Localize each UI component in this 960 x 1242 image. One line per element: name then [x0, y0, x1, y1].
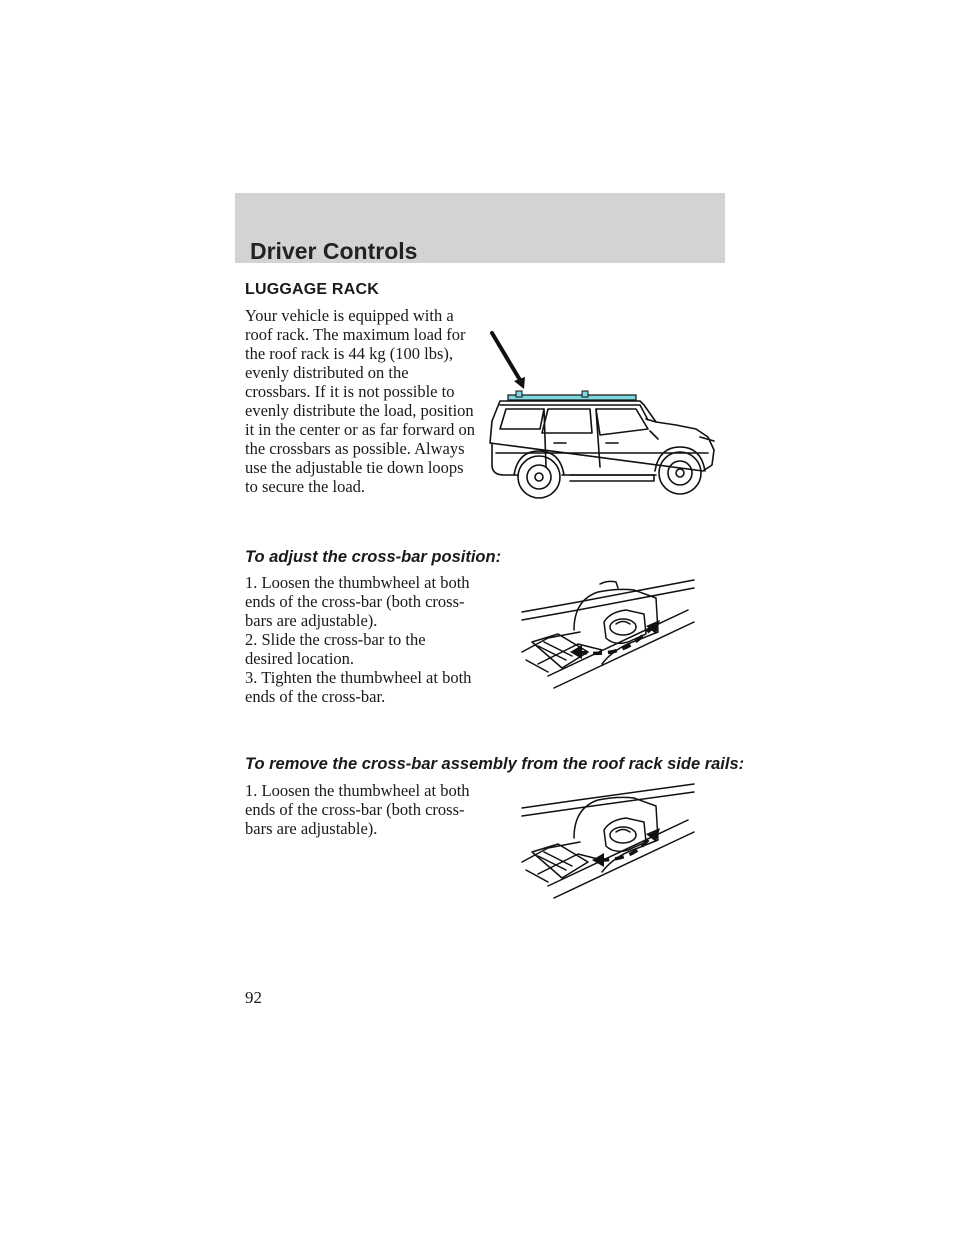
adjust-crossbar-heading: To adjust the cross-bar position:	[245, 548, 502, 566]
curved-arrow-icon	[570, 620, 660, 659]
page-number: 92	[245, 988, 262, 1007]
luggage-rack-intro: Your vehicle is equipped with a roof rack. The maximum load for the roof rack is 44 kg (100 lbs), evenly distributed on the crossbars. If it is not possible to evenly distribute the load, position it in the center or as far forward on the crossbars as possible. Always use the adjustable tie down loops to secure the load.	[245, 306, 475, 496]
luggage-rack-heading: LUGGAGE RACK	[245, 281, 379, 298]
crossbar-thumbwheel-illustration-remove	[518, 780, 698, 905]
section-header-title: Driver Controls	[250, 238, 418, 264]
adjust-step-3: 3. Tighten the thumbwheel at both ends of the cross-bar.	[245, 668, 472, 706]
adjust-step-2: 2. Slide the cross-bar to the desired location.	[245, 630, 426, 668]
suv-roof-rack-illustration	[478, 325, 723, 505]
section-header-bar	[235, 193, 725, 263]
remove-crossbar-heading: To remove the cross-bar assembly from the roof rack side rails:	[245, 755, 745, 773]
roof-rack-rail	[508, 395, 636, 400]
adjust-step-1: 1. Loosen the thumbwheel at both ends of the cross-bar (both cross-bars are adjustable).	[245, 573, 470, 630]
curved-arrow-icon	[592, 828, 660, 867]
crossbar-thumbwheel-illustration-adjust	[518, 572, 698, 697]
remove-step-1: 1. Loosen the thumbwheel at both ends of the cross-bar (both cross-bars are adjustable).	[245, 781, 470, 838]
